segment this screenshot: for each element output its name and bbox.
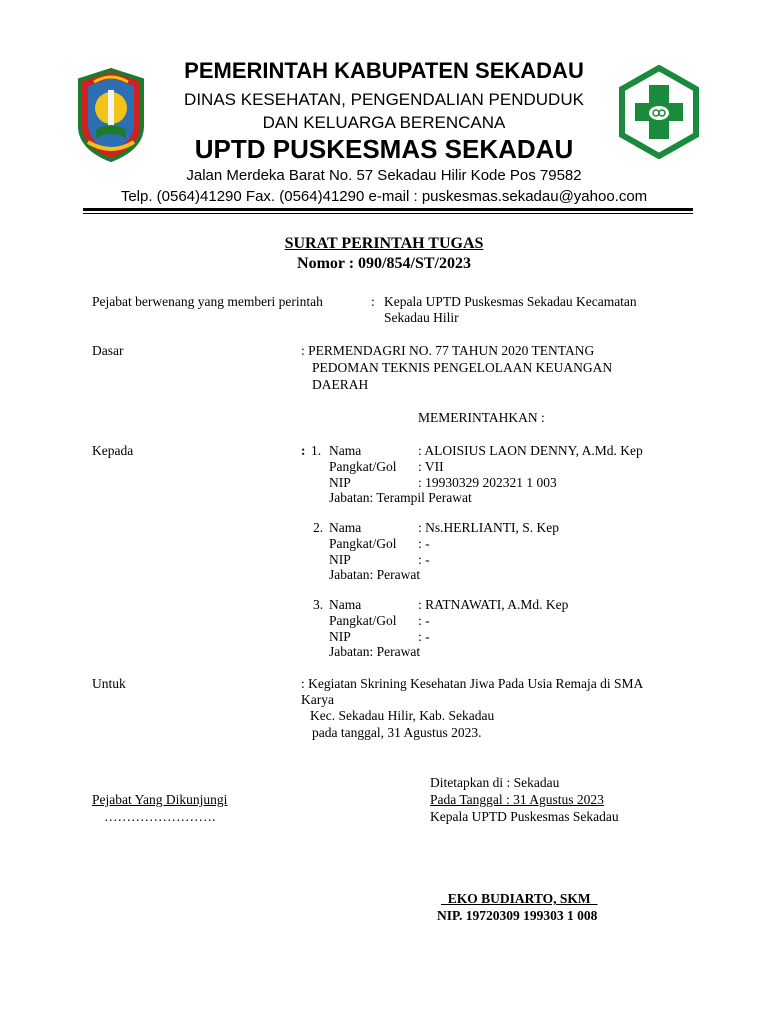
person-nama-label: Nama — [329, 520, 362, 535]
header-line-3: DAN KELUARGA BERENCANA — [262, 113, 506, 132]
untuk-line-4: pada tanggal, 31 Agustus 2023. — [312, 725, 482, 740]
person-pangkat-label: Pangkat/Gol — [329, 459, 397, 474]
ditetapkan-di: Ditetapkan di : Sekadau — [430, 775, 560, 790]
pejabat-dikunjungi-dots: ……………………. — [104, 809, 216, 824]
person-nama: : ALOISIUS LAON DENNY, A.Md. Kep — [418, 443, 643, 458]
pejabat-value-1: Kepala UPTD Puskesmas Sekadau Kecamatan — [384, 294, 637, 309]
letter-number: Nomor : 090/854/ST/2023 — [297, 255, 471, 272]
header-line-2: DINAS KESEHATAN, PENGENDALIAN PENDUDUK — [184, 90, 584, 109]
person-nip: : - — [418, 552, 430, 567]
dasar-label: Dasar — [92, 343, 124, 358]
memerintahkan-heading: MEMERINTAHKAN : — [418, 410, 545, 425]
pejabat-sep: : — [371, 294, 375, 309]
person-nip-label: NIP — [329, 475, 351, 490]
letter-title: SURAT PERINTAH TUGAS — [284, 235, 484, 252]
person-nip-label: NIP — [329, 629, 351, 644]
person-pangkat-label: Pangkat/Gol — [329, 613, 397, 628]
person-number: 3. — [313, 597, 324, 612]
untuk-line-1: : Kegiatan Skrining Kesehatan Jiwa Pada Usia Remaja di SMA — [301, 676, 644, 691]
header-rule-thin — [83, 213, 693, 214]
person-pangkat-label: Pangkat/Gol — [329, 536, 397, 551]
header-rule-thick — [83, 208, 693, 211]
person-pangkat: : VII — [418, 459, 444, 474]
pejabat-value-2: Sekadau Hilir — [384, 310, 459, 325]
signer-nip: NIP. 19720309 199303 1 008 — [437, 908, 598, 923]
dasar-line-2: PEDOMAN TEKNIS PENGELOLAAN KEUANGAN — [312, 360, 613, 375]
kepala-title: Kepala UPTD Puskesmas Sekadau — [430, 809, 619, 824]
dasar-line-3: DAERAH — [312, 377, 369, 392]
person-nama: : RATNAWATI, A.Md. Kep — [418, 597, 569, 612]
header-line-4: UPTD PUSKESMAS SEKADAU — [194, 134, 574, 164]
pada-tanggal: Pada Tanggal : 31 Agustus 2023 — [430, 792, 604, 807]
person-pangkat: : - — [418, 613, 430, 628]
person-nama-label: Nama — [329, 597, 362, 612]
pejabat-dikunjungi-label: Pejabat Yang Dikunjungi — [92, 792, 228, 807]
signer-name: EKO BUDIARTO, SKM — [441, 891, 598, 906]
person-nama: : Ns.HERLIANTI, S. Kep — [418, 520, 559, 535]
kepada-label: Kepada — [92, 443, 134, 458]
person-jabatan: Jabatan: Perawat — [329, 567, 421, 582]
person-number: 2. — [313, 520, 324, 535]
untuk-line-2: Karya — [301, 692, 334, 707]
pejabat-label: Pejabat berwenang yang memberi perintah — [92, 294, 323, 309]
header-line-1: PEMERINTAH KABUPATEN SEKADAU — [184, 58, 584, 83]
person-nip-label: NIP — [329, 552, 351, 567]
person-jabatan: Jabatan: Perawat — [329, 644, 421, 659]
person-nama-label: Nama — [329, 443, 362, 458]
header-contact: Telp. (0564)41290 Fax. (0564)41290 e-mail : puskesmas.sekadau@yahoo.com — [120, 188, 648, 205]
untuk-line-3: Kec. Sekadau Hilir, Kab. Sekadau — [310, 708, 495, 723]
untuk-label: Untuk — [92, 676, 126, 691]
person-number: 1. — [311, 443, 322, 458]
person-jabatan: Jabatan: Terampil Perawat — [329, 490, 472, 505]
header-address: Jalan Merdeka Barat No. 57 Sekadau Hilir Kode Pos 79582 — [186, 167, 582, 184]
person-nip: : 19930329 202321 1 003 — [418, 475, 557, 490]
person-nip: : - — [418, 629, 430, 644]
kepada-colon: : — [301, 443, 306, 458]
person-pangkat: : - — [418, 536, 430, 551]
dasar-line-1: : PERMENDAGRI NO. 77 TAHUN 2020 TENTANG — [301, 343, 595, 358]
